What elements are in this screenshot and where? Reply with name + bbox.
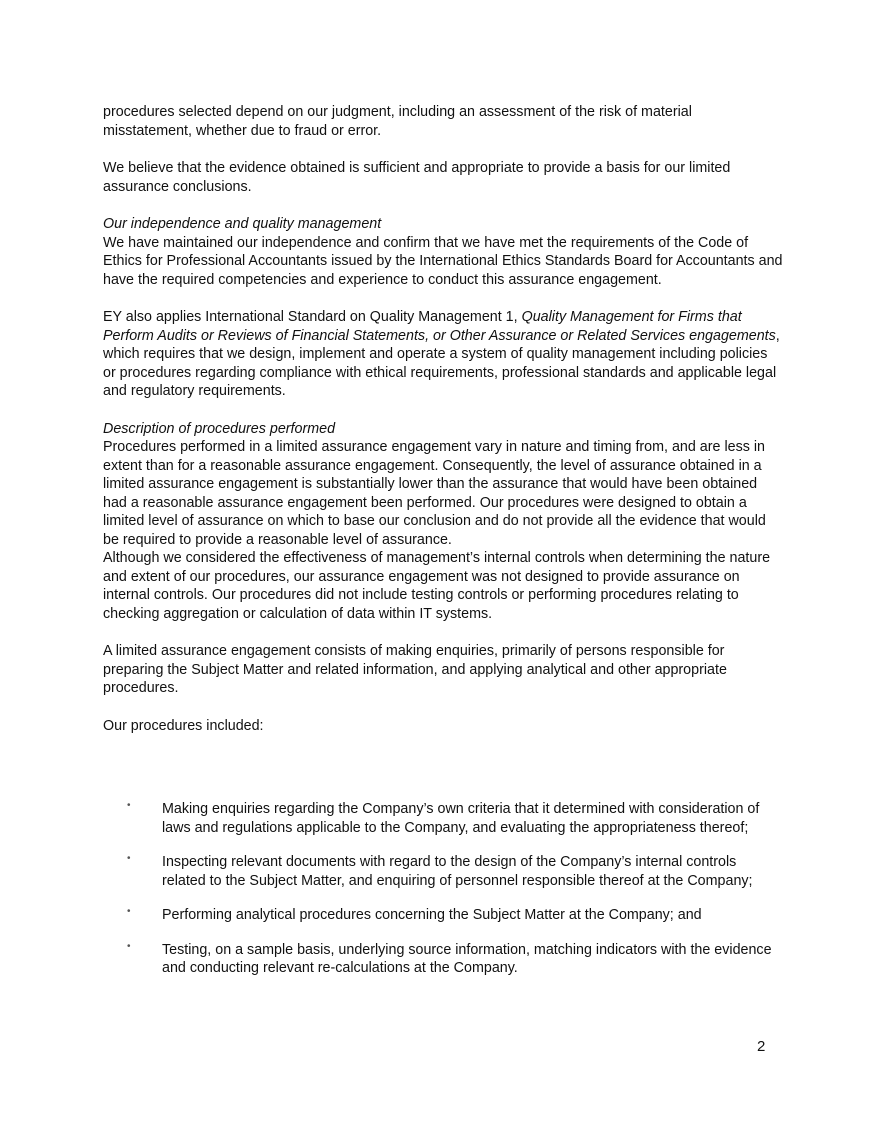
list-item: [103, 800, 783, 837]
list-item-text: Inspecting relevant documents with regard to the design of the Company’s internal controls related to the Subject Matter, and enquiring of personnel responsible thereof at the Company;: [162, 854, 753, 889]
paragraph-independence: We have maintained our independence and confirm that we have met the requirements of the Code of Ethics for Professional Accountants issued by the International Ethics Standards Board for Accountants and have the required competencies and experience to conduct this assurance engagement.: [103, 234, 783, 288]
list-item-text: Performing analytical procedures concerning the Subject Matter at the Company; and: [162, 907, 702, 923]
document-body: [103, 103, 783, 735]
bullet-icon: •: [127, 853, 131, 864]
list-item: [103, 906, 783, 925]
procedures-included-intro: Our procedures included:: [103, 717, 264, 734]
bullet-icon: •: [127, 800, 131, 811]
bullet-icon: •: [127, 906, 131, 917]
page-number: 2: [757, 1038, 766, 1055]
list-item: [103, 853, 783, 890]
list-item: [103, 941, 783, 978]
section-heading-procedures: Description of procedures performed: [103, 420, 336, 437]
paragraph-intro-continuation: procedures selected depend on our judgment, including an assessment of the risk of material misstatement, whether due to fraud or error.: [103, 104, 692, 139]
bullet-icon: •: [127, 940, 131, 952]
quality-rest-text: , which requires that we design, implement and operate a system of quality management including policies or procedures regarding compliance with ethical requirements, professional standards and applicable legal and regulatory requirements.: [103, 327, 780, 399]
quality-standard-title: Quality Management for Firms that Perform Audits or Reviews of Financial Statements, or Other Assurance or Related Services engagements: [103, 309, 776, 344]
paragraph-quality-management: [103, 308, 783, 401]
section-heading-independence: Our independence and quality management: [103, 216, 382, 232]
paragraph-enquiries: A limited assurance engagement consists of making enquiries, primarily of persons responsible for preparing the Subject Matter and related information, and applying analytical and other appropriate procedures.: [103, 643, 727, 696]
paragraph-internal-controls: Although we considered the effectiveness of management’s internal controls when determining the nature and extent of our procedures, our assurance engagement was not designed to provide assurance on internal controls. Our procedures did not include testing controls or performing procedures relating to checking aggregation or calculation of data within IT systems.: [103, 550, 771, 622]
paragraph-procedures-limited: Procedures performed in a limited assurance engagement vary in nature and timing from, and are less in extent than for a reasonable assurance engagement. Consequently, the level of assurance obtained in a limited assurance engagement is substantially lower than the assurance that would have been obtained had a reasonable assurance engagement been performed. Our procedures were designed to obtain a limited level of assurance on which to base our conclusion and do not provide all the evidence that would be required to provide a reasonable level of assurance.: [103, 439, 766, 548]
paragraph-evidence: We believe that the evidence obtained is sufficient and appropriate to provide a basis for our limited assurance conclusions.: [103, 160, 731, 195]
procedures-list: [103, 800, 783, 994]
quality-lead-text: EY also applies International Standard on Quality Management 1,: [103, 309, 522, 325]
list-item-text: Testing, on a sample basis, underlying source information, matching indicators with the evidence and conducting relevant re-calculations at the Company.: [162, 941, 772, 976]
list-item-text: Making enquiries regarding the Company’s own criteria that it determined with consideration of laws and regulations applicable to the Company, and evaluating the appropriateness thereof;: [162, 801, 760, 836]
